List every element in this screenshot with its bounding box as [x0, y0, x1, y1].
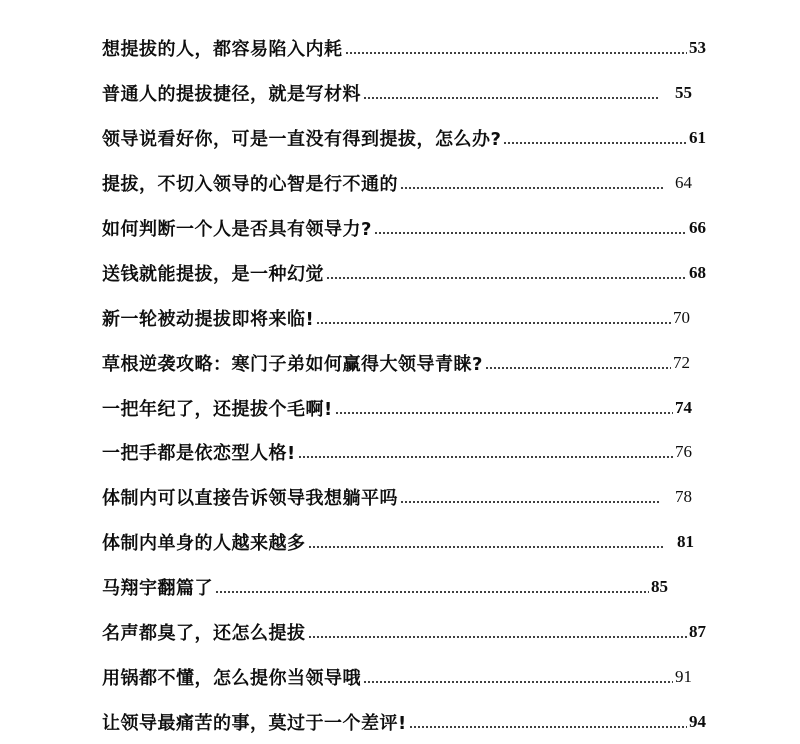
- toc-entry-title: 体制内可以直接告诉领导我想躺平吗: [102, 488, 398, 510]
- toc-entry-page: 81: [677, 532, 694, 552]
- toc-entry-title: 普通人的提拔捷径，就是写材料: [102, 84, 361, 106]
- toc-entry-page: 74: [675, 397, 692, 417]
- toc-entry-title: 领导说看好你，可是一直没有得到提拔，怎么办?: [102, 129, 502, 151]
- toc-entry[interactable]: [102, 475, 706, 520]
- toc-entry-title: 体制内单身的人越来越多: [102, 533, 306, 555]
- toc-entry-page: 94: [689, 711, 706, 731]
- toc-entry[interactable]: [102, 340, 706, 385]
- toc-entry-page: 72: [673, 352, 690, 372]
- toc-entry-title: 想提拔的人，都容易陷入内耗: [102, 39, 343, 61]
- toc-entry[interactable]: [102, 295, 706, 340]
- dot-leader: [308, 632, 688, 642]
- toc-entry-title: 新一轮被动提拔即将来临!: [102, 308, 315, 330]
- table-of-contents: [102, 26, 706, 744]
- dot-leader: [345, 48, 688, 58]
- toc-entry-page: 61: [689, 128, 706, 148]
- toc-entry-title: 草根逆袭攻略：寒门子弟如何赢得大领导青睐?: [102, 353, 483, 375]
- toc-entry[interactable]: [102, 565, 706, 610]
- toc-entry-title: 送钱就能提拔，是一种幻觉: [102, 263, 324, 285]
- toc-entry-page: 91: [675, 666, 692, 686]
- toc-entry-title: 用锅都不懂，怎么提你当领导哦: [102, 667, 361, 689]
- dot-leader: [363, 93, 659, 103]
- toc-entry[interactable]: [102, 385, 706, 430]
- toc-entry-page: 85: [651, 577, 668, 597]
- toc-entry[interactable]: [102, 71, 706, 116]
- toc-entry-page: 53: [689, 38, 706, 58]
- toc-entry-title: 一把手都是依恋型人格!: [102, 443, 296, 465]
- toc-entry-title: 名声都臭了，还怎么提拔: [102, 623, 306, 645]
- toc-entry-page: 55: [675, 83, 692, 103]
- dot-leader: [326, 273, 687, 283]
- dot-leader: [503, 138, 687, 148]
- dot-leader: [374, 228, 687, 238]
- toc-entry[interactable]: [102, 206, 706, 251]
- toc-entry-page: 78: [675, 487, 692, 507]
- toc-entry-page: 64: [675, 173, 692, 193]
- toc-entry-page: 66: [689, 218, 706, 237]
- dot-leader: [400, 497, 661, 507]
- toc-entry-page: 87: [689, 622, 706, 642]
- dot-leader: [409, 722, 687, 732]
- toc-entry[interactable]: [102, 161, 706, 206]
- toc-entry-page: 68: [689, 262, 706, 282]
- toc-entry-title: 如何判断一个人是否具有领导力?: [102, 219, 372, 240]
- dot-leader: [485, 363, 671, 373]
- toc-entry[interactable]: [102, 699, 706, 744]
- toc-entry-title: 一把年纪了，还提拔个毛啊!: [102, 398, 333, 420]
- dot-leader: [298, 452, 673, 462]
- toc-entry[interactable]: [102, 250, 706, 295]
- dot-leader: [308, 542, 664, 552]
- toc-entry[interactable]: [102, 116, 706, 161]
- toc-entry-title: 让领导最痛苦的事，莫过于一个差评!: [102, 712, 407, 734]
- dot-leader: [335, 408, 673, 418]
- toc-entry[interactable]: [102, 26, 706, 71]
- dot-leader: [363, 677, 673, 687]
- toc-entry-title: 马翔宇翻篇了: [102, 578, 213, 600]
- toc-entry[interactable]: [102, 654, 706, 699]
- dot-leader: [215, 587, 649, 597]
- toc-entry[interactable]: [102, 520, 706, 565]
- toc-entry-title: 提拔，不切入领导的心智是行不通的: [102, 174, 398, 196]
- dot-leader: [316, 318, 671, 328]
- dot-leader: [400, 183, 665, 193]
- toc-entry[interactable]: [102, 430, 706, 475]
- toc-entry-page: 70: [673, 307, 690, 327]
- toc-entry[interactable]: [102, 610, 706, 655]
- toc-entry-page: 76: [675, 442, 692, 462]
